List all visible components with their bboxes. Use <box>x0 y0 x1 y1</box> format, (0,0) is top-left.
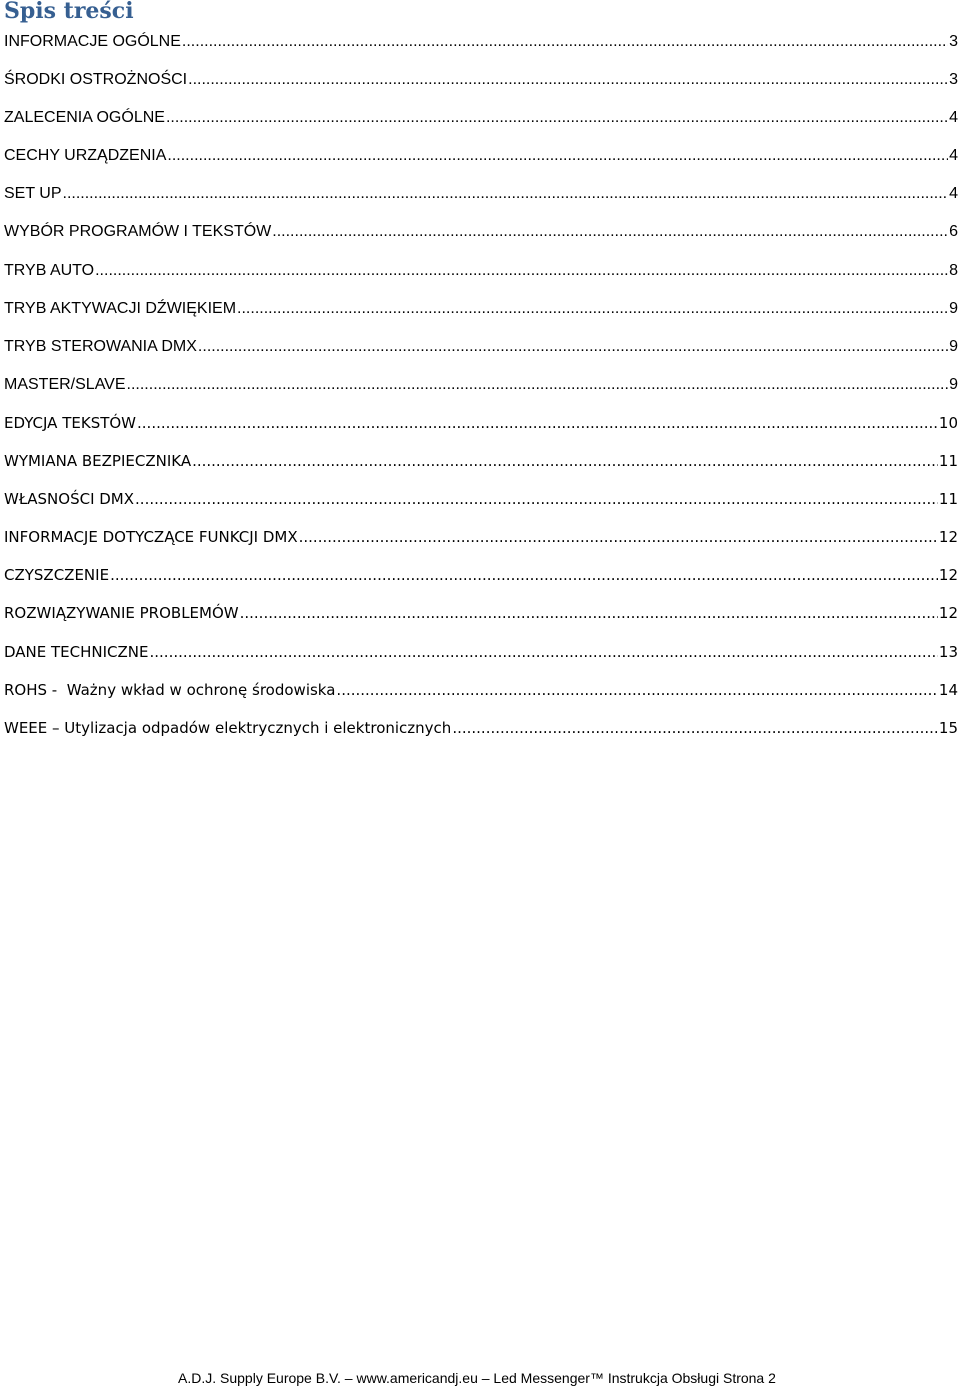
toc-entry-wlasnosci-dmx[interactable] <box>4 485 960 523</box>
toc-entry-rohs[interactable] <box>4 676 960 714</box>
toc-entry-page: 12 <box>938 566 958 585</box>
toc-dot-leader <box>135 485 938 513</box>
page-footer: A.D.J. Supply Europe B.V. – www.americandj.eu – Led Messenger™ Instrukcja Obsługi Strona 2 <box>178 1370 776 1386</box>
toc-entry-page: 4 <box>949 109 958 127</box>
toc-dot-leader <box>192 447 938 475</box>
toc-dot-leader <box>240 599 938 627</box>
toc-entry-label: ROHS - Ważny wkład w ochronę środowiska <box>4 680 336 699</box>
toc-dot-leader <box>182 28 948 56</box>
toc-entry-page: 15 <box>938 718 958 737</box>
toc-entry-page: 11 <box>938 452 958 471</box>
toc-entry-label: MASTER/SLAVE <box>4 375 126 393</box>
toc-entry-label: WŁASNOŚCI DMX <box>4 490 135 509</box>
toc-dot-leader <box>95 257 948 285</box>
toc-entry-page: 9 <box>949 337 958 355</box>
toc-dot-leader <box>336 676 937 704</box>
toc-entry-label: ROZWIĄZYWANIE PROBLEMÓW <box>4 604 239 623</box>
toc-entry-label: CZYSZCZENIE <box>4 566 110 585</box>
toc-entry-tryb-aktywacji-dzwiekiem[interactable] <box>4 295 960 333</box>
toc-entry-rozwiazywanie-problemow[interactable] <box>4 599 960 637</box>
toc-entry-label: TRYB AUTO <box>4 261 95 279</box>
toc-dot-leader <box>299 523 938 551</box>
toc-entry-page: 8 <box>949 261 958 279</box>
toc-entry-tryb-sterowania-dmx[interactable] <box>4 333 960 371</box>
toc-entry-page: 11 <box>938 490 958 509</box>
toc-entry-label: INFORMACJE OGÓLNE <box>4 33 181 50</box>
toc-entry-page: 10 <box>938 413 958 432</box>
toc-entry-cechy-urzadzenia[interactable] <box>4 142 960 180</box>
toc-entry-label: WYBÓR PROGRAMÓW I TEKSTÓW <box>4 223 272 241</box>
toc-entry-label: TRYB STEROWANIA DMX <box>4 337 197 355</box>
toc-entry-page: 3 <box>949 33 958 50</box>
toc-entry-label: TRYB AKTYWACJI DŹWIĘKIEM <box>4 299 237 317</box>
toc-entry-wybor-programow[interactable] <box>4 218 960 256</box>
toc-entry-label: ŚRODKI OSTROŻNOŚCI <box>4 71 188 89</box>
toc-entry-label: EDYCJA TEKSTÓW <box>4 413 137 432</box>
toc-dot-leader <box>150 638 938 666</box>
toc-entry-zalecenia-ogolne[interactable] <box>4 104 960 142</box>
toc-entry-label: INFORMACJE DOTYCZĄCE FUNKCJI DMX <box>4 528 298 547</box>
toc-dot-leader <box>188 66 948 94</box>
toc-entry-page: 9 <box>949 299 958 317</box>
toc-entry-master-slave[interactable] <box>4 371 960 409</box>
toc-dot-leader <box>137 409 938 437</box>
toc-dot-leader <box>198 333 948 361</box>
toc-dot-leader <box>167 142 948 170</box>
toc-entry-weee[interactable] <box>4 714 960 752</box>
toc-entry-label: SET UP <box>4 185 62 203</box>
toc-entry-page: 12 <box>938 604 958 623</box>
toc-entry-page: 13 <box>938 642 958 661</box>
toc-dot-leader <box>272 218 948 246</box>
toc-entry-set-up[interactable] <box>4 180 960 218</box>
toc-entry-page: 3 <box>949 71 958 89</box>
toc-entry-label: DANE TECHNICZNE <box>4 642 149 661</box>
toc-entry-page: 12 <box>938 528 958 547</box>
toc-dot-leader <box>237 295 948 323</box>
toc-entry-label: WEEE – Utylizacja odpadów elektrycznych i elektronicznych <box>4 718 452 737</box>
toc-entry-srodki-ostroznosci[interactable] <box>4 66 960 104</box>
toc-title: Spis treści <box>4 0 134 24</box>
toc-entry-wymiana-bezpiecznika[interactable] <box>4 447 960 485</box>
toc-entry-label: CECHY URZĄDZENIA <box>4 147 167 165</box>
toc-entry-dane-techniczne[interactable] <box>4 638 960 676</box>
toc-entry-informacje-dmx[interactable] <box>4 523 960 561</box>
toc-dot-leader <box>127 371 949 399</box>
toc-entry-page: 6 <box>949 223 958 241</box>
table-of-contents <box>4 28 960 752</box>
toc-entry-label: ZALECENIA OGÓLNE <box>4 109 165 127</box>
toc-dot-leader <box>452 714 938 742</box>
toc-entry-label: WYMIANA BEZPIECZNIKA <box>4 452 192 471</box>
toc-entry-page: 4 <box>949 147 958 165</box>
toc-entry-informacje-ogolne[interactable] <box>4 28 960 66</box>
toc-entry-page: 4 <box>949 185 958 203</box>
toc-dot-leader <box>166 104 948 132</box>
toc-entry-tryb-auto[interactable] <box>4 257 960 295</box>
toc-dot-leader <box>110 561 938 589</box>
toc-entry-edycja-tekstow[interactable] <box>4 409 960 447</box>
toc-entry-page: 14 <box>938 680 958 699</box>
toc-dot-leader <box>63 180 949 208</box>
toc-entry-page: 9 <box>949 375 958 393</box>
toc-entry-czyszczenie[interactable] <box>4 561 960 599</box>
